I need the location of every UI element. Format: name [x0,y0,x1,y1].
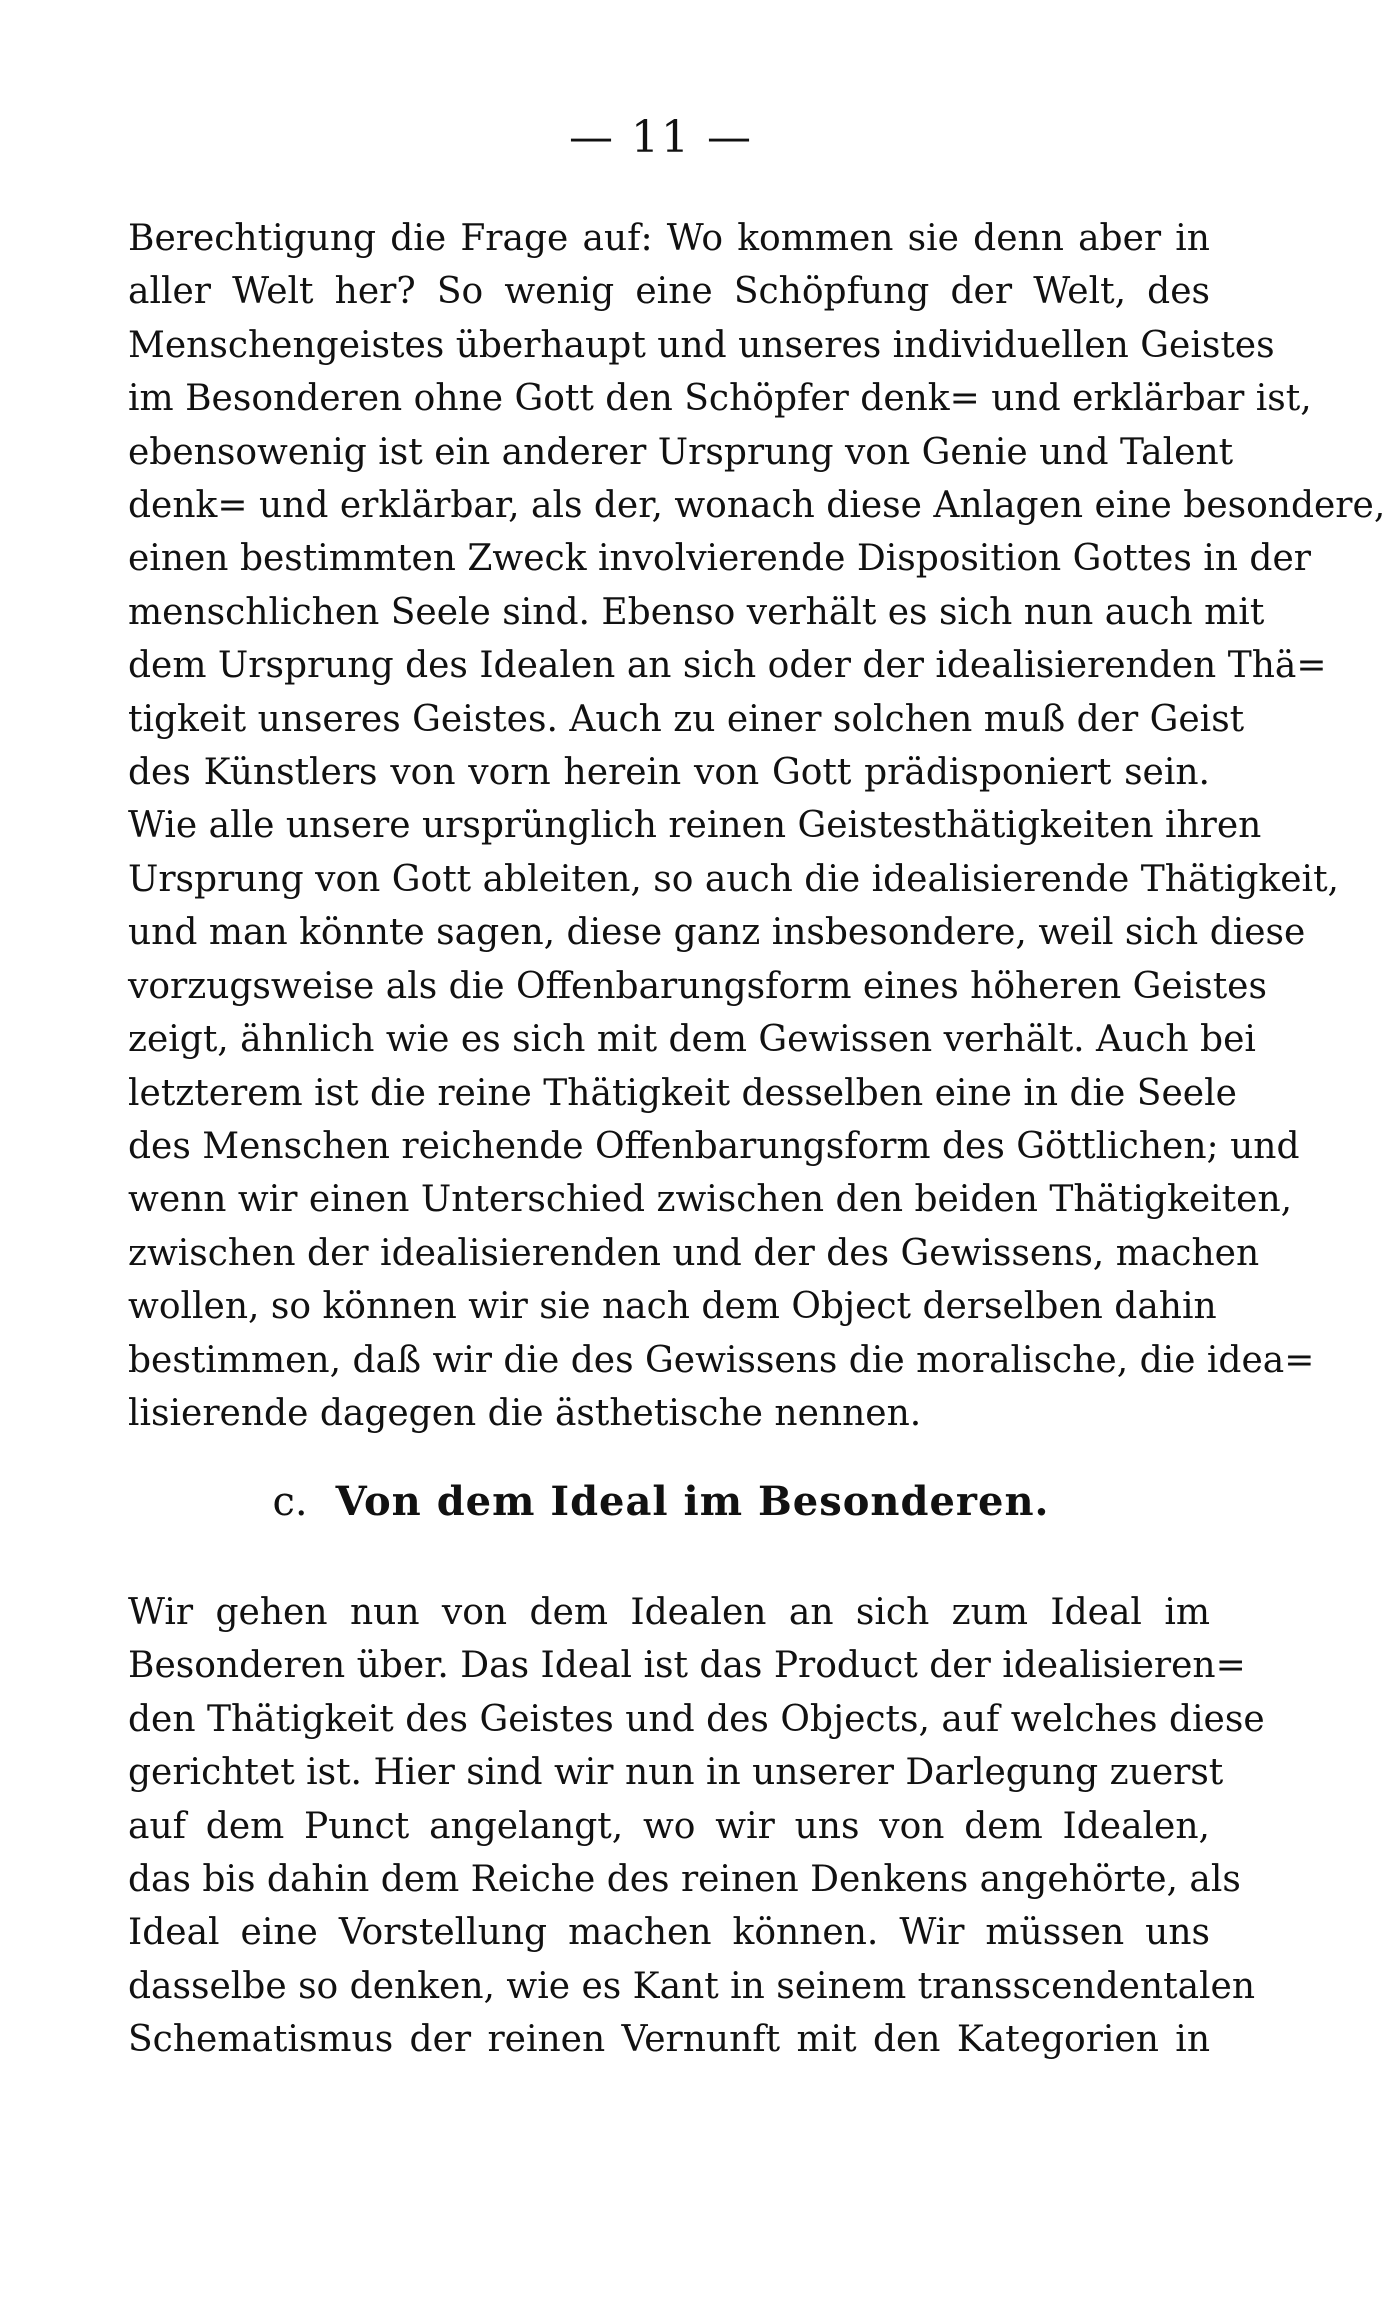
text-line: Ideal eine Vorstellung machen können. Wir müssen uns [128,1912,1210,1954]
text-line: bestimmen, daß wir die des Gewissens die moralische, die idea= [128,1339,1315,1381]
text-line: zeigt, ähnlich wie es sich mit dem Gewissen verhält. Auch bei [128,1019,1256,1061]
text-line: Wir gehen nun von dem Idealen an sich zum Ideal im [128,1592,1210,1633]
text-line: lisierende dagegen die ästhetische nennen. [128,1392,922,1434]
text-line: zwischen der idealisierenden und der des Gewissens, machen [128,1232,1260,1274]
text-line: gerichtet ist. Hier sind wir nun in unserer Darlegung zuerst [128,1752,1224,1794]
text-line: Berechtigung die Frage auf: Wo kommen sie denn aber in [128,218,1210,259]
text-line: Wie alle unsere ursprünglich reinen Geistesthätigkeiten ihren [128,805,1262,847]
text-line: einen bestimmten Zweck involvierende Disposition Gottes in der [128,538,1311,580]
text-line: Ursprung von Gott ableiten, so auch die idealisierende Thätigkeit, [128,858,1339,900]
text-line: menschlichen Seele sind. Ebenso verhält es sich nun auch mit [128,591,1265,633]
text-line: den Thätigkeit des Geistes und des Objects, auf welches diese [128,1698,1265,1740]
paragraph-2 [128,1586,1265,2067]
text-line: Menschengeistes überhaupt und unseres individuellen Geistes [128,324,1275,366]
text-line: denk= und erklärbar, als der, wonach diese Anlagen eine besondere, [128,485,1385,527]
text-line: Besonderen über. Das Ideal ist das Product der idealisieren= [128,1645,1246,1687]
section-heading [0,1478,1322,1525]
text-line: wollen, so können wir sie nach dem Object derselben dahin [128,1286,1217,1328]
text-line: des Künstlers von vorn herein von Gott prädisponiert sein. [128,752,1210,794]
text-line: und man könnte sagen, diese ganz insbesondere, weil sich diese [128,912,1306,954]
text-line: letzterem ist die reine Thätigkeit desselben eine in die Seele [128,1072,1237,1114]
text-line: des Menschen reichende Offenbarungsform des Göttlichen; und [128,1125,1300,1167]
text-line: dasselbe so denken, wie es Kant in seinem transscendentalen [128,1965,1256,2007]
section-title: Von dem Ideal im Besonderen. [335,1478,1050,1525]
paragraph-1 [128,212,1385,1440]
text-line: tigkeit unseres Geistes. Auch zu einer solchen muß der Geist [128,698,1245,740]
page-number: — 11 — [569,112,753,163]
text-line: ebensowenig ist ein anderer Ursprung von Genie und Talent [128,431,1234,473]
text-line: dem Ursprung des Idealen an sich oder der idealisierenden Thä= [128,645,1327,687]
text-line: Schematismus der reinen Vernunft mit den Kategorien in [128,2019,1210,2061]
text-line: auf dem Punct angelangt, wo wir uns von dem Idealen, [128,1805,1210,1847]
section-letter: c. [272,1479,308,1525]
text-line: wenn wir einen Unterschied zwischen den beiden Thätigkeiten, [128,1179,1293,1221]
text-line: vorzugsweise als die Offenbarungsform eines höheren Geistes [128,965,1267,1007]
text-line: im Besonderen ohne Gott den Schöpfer denk= und erklärbar ist, [128,378,1312,420]
text-line: aller Welt her? So wenig eine Schöpfung der Welt, des [128,271,1210,313]
text-line: das bis dahin dem Reiche des reinen Denkens angehörte, als [128,1859,1241,1901]
